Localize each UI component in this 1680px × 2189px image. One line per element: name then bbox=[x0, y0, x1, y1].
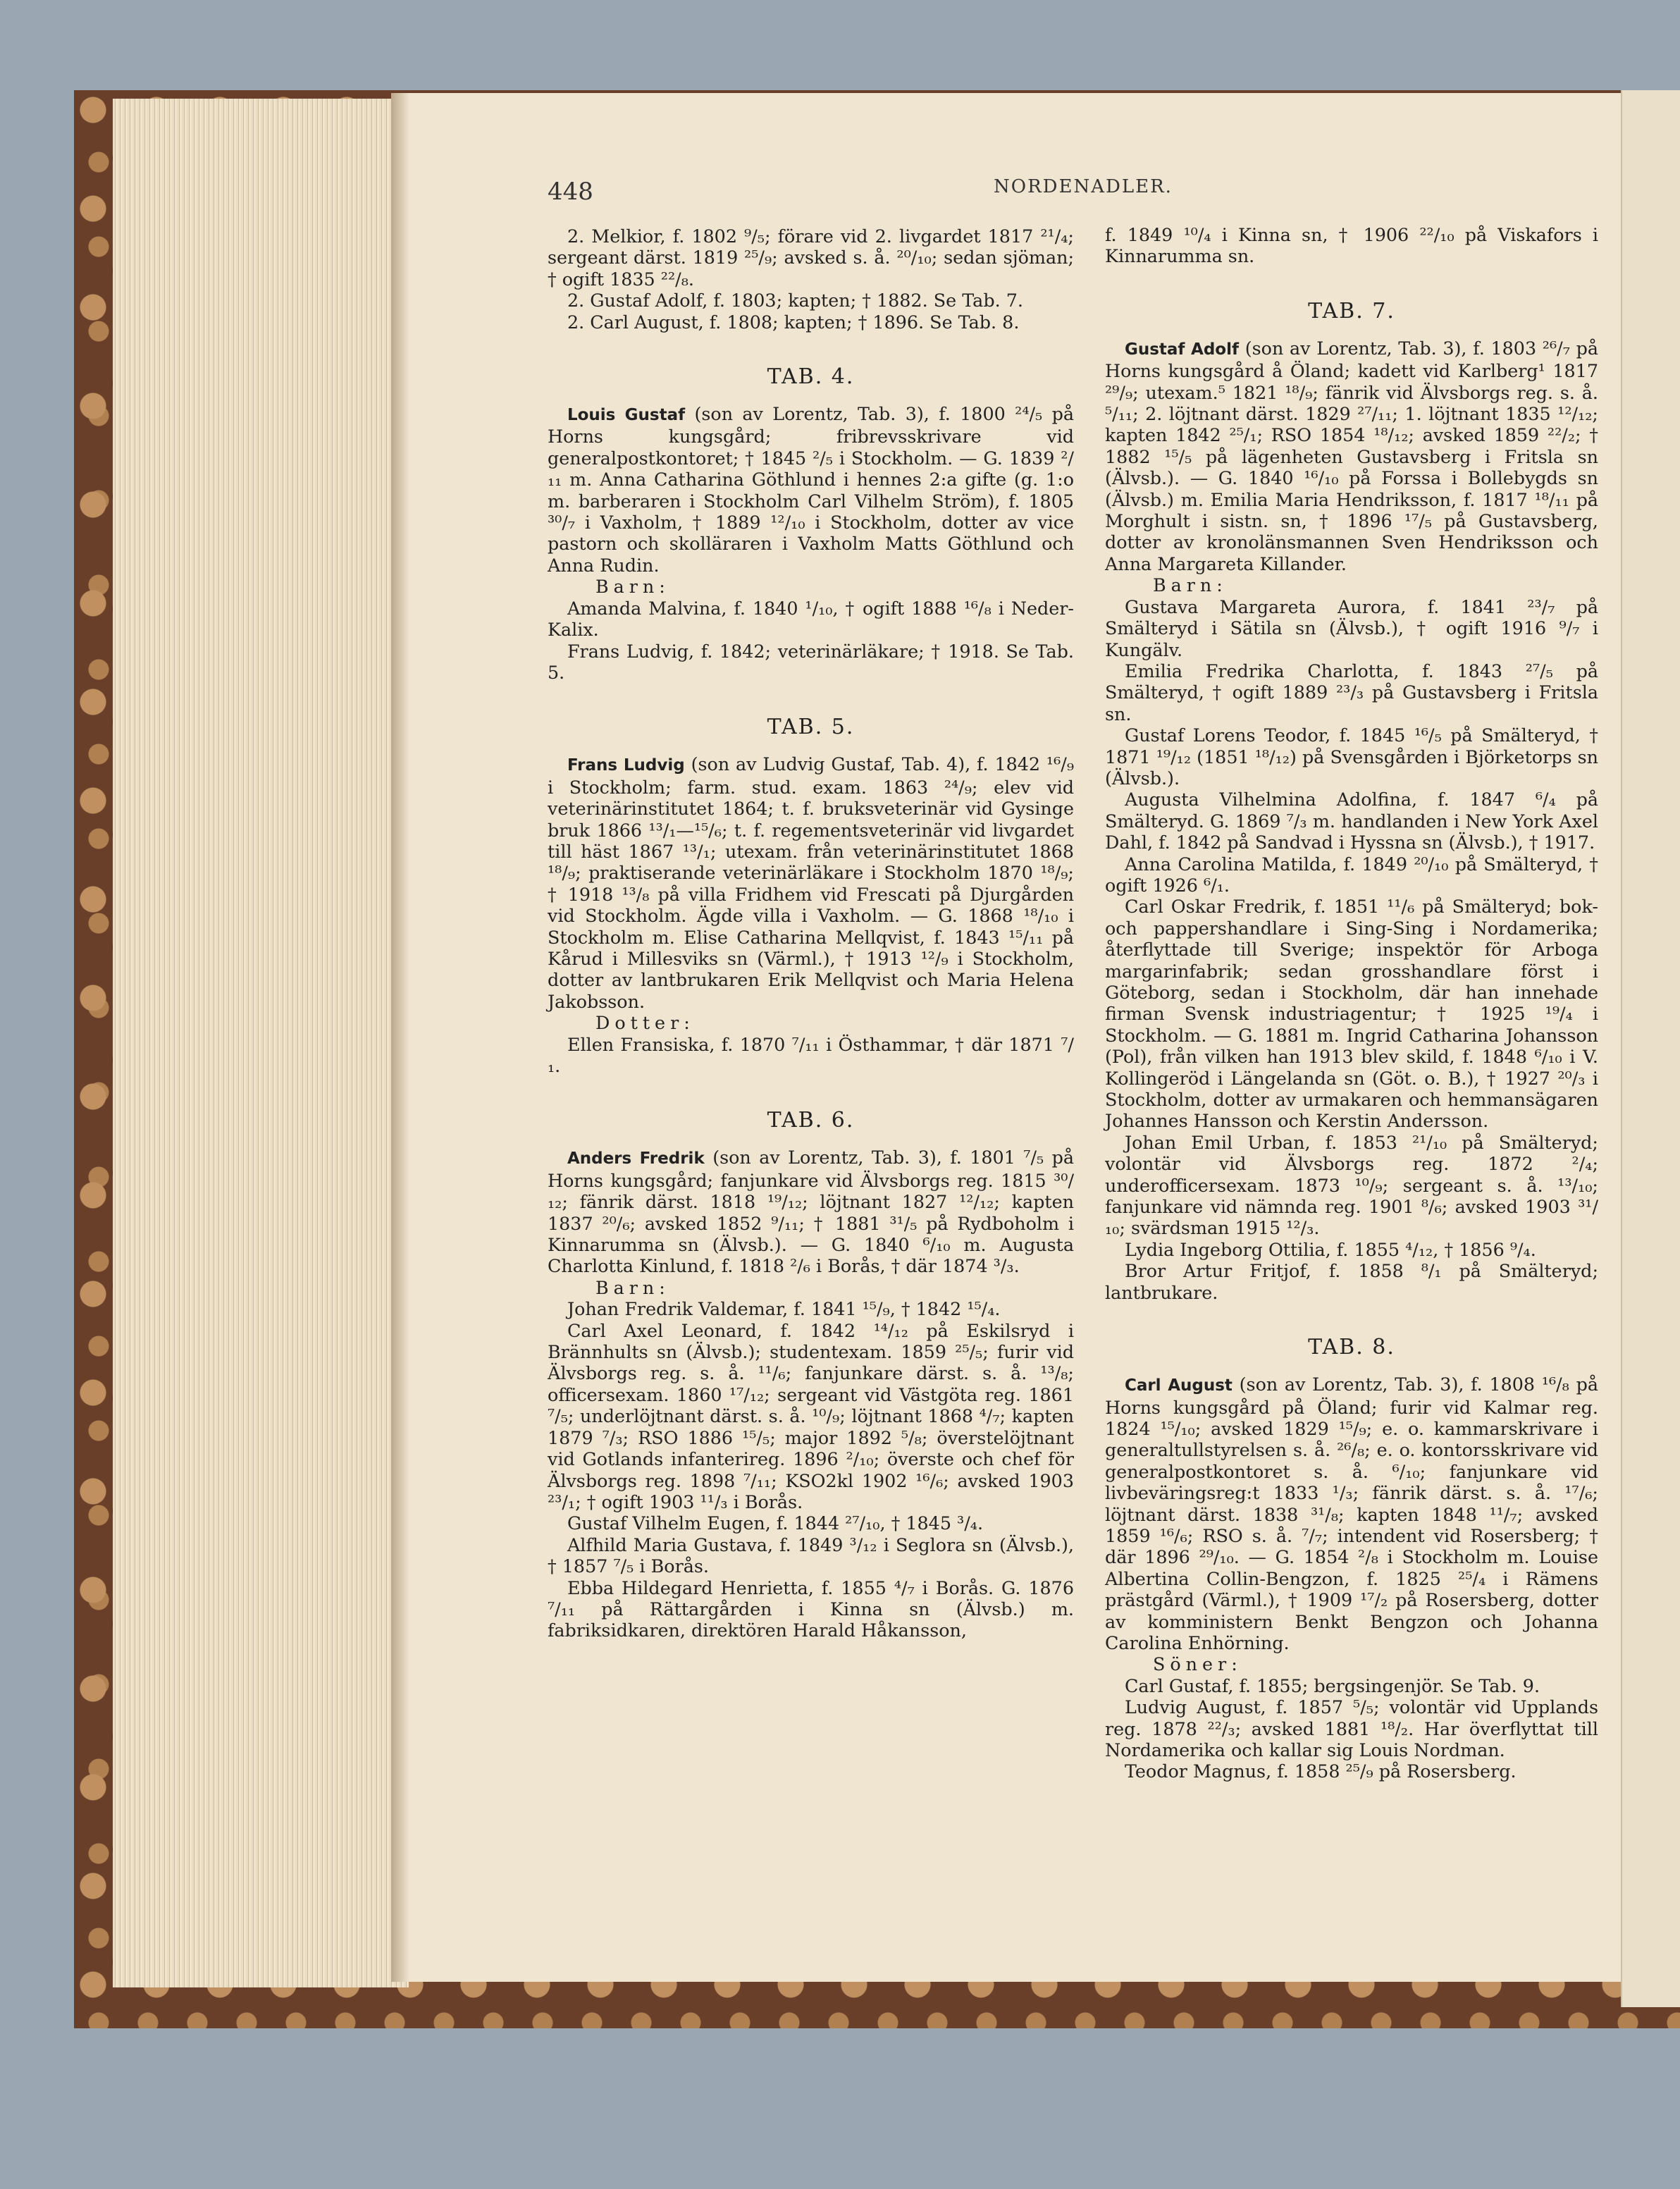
child-item: Johan Fredrik Valdemar, f. 1841 ¹⁵/₉, † 1842 ¹⁵/₄. bbox=[567, 1298, 1001, 1320]
tab-heading: TAB. 7. bbox=[1308, 298, 1395, 323]
child-item: Alfhild Maria Gustava, f. 1849 ³/₁₂ i Seglora sn (Älvsb.), † 1857 ⁷/₅ i Borås. bbox=[548, 1534, 1074, 1577]
child-item: Carl Axel Leonard, f. 1842 ¹⁴/₁₂ på Eskilsryd i Brännhults sn (Älvsb.); studentexam. 1859 ²⁵/₅; furir vid Älvsborgs reg. s. å. ¹¹/₆; fanjunkare därst. s. å. ¹³/₈; officersexam. 1860 ¹⁷/₁₂; sergeant vid Västgöta reg. 1861 ⁷/₅; underlöjtnant därst. s. å. ¹⁰/₉; löjtnant 1868 ⁴/₇; kapten 1879 ⁷/₃; RSO 1886 ¹⁵/₅; major 1892 ⁵/₈; överstelöjtnant vid Gotlands infanterireg. 1896 ²/₁₀; överste och chef för Älvsborgs reg. 1898 ⁷/₁₁; KSO2kl 1902 ¹⁶/₆; avsked 1903 ²³/₁; † ogift 1903 ¹¹/₃ i Borås. bbox=[548, 1319, 1074, 1512]
intro-item: 2. Gustaf Adolf, f. 1803; kapten; † 1882. Se Tab. 7. bbox=[567, 290, 1023, 312]
tab-heading: TAB. 8. bbox=[1308, 1335, 1395, 1360]
child-item: Bror Artur Fritjof, f. 1858 ⁸/₁ på Smälteryd; lantbrukare. bbox=[1105, 1260, 1598, 1303]
entry-text: (son av Ludvig Gustaf, Tab. 4), f. 1842 ¹⁶/₉ i Stockholm; farm. stud. exam. 1863 ²⁴/₉; elev vid veterinärinstitutet 1864; t. f. bruksveterinär vid Gysinge bruk 1866 ¹³/₁—¹⁵/₆; t. f. regementsveterinär vid livgardet till häst 1867 ¹³/₁; utexam. från veterinärinstitutet 1868 ¹⁸/₉; praktiserande veterinärläkare i Stockholm 1870 ¹⁸/₉; † 1918 ¹³/₈ på villa Fridhem vid Frescati på Djurgården vid Stockholm. Ägde villa i Vaxholm. — G. 1868 ¹⁸/₁₀ i Stockholm m. Elise Catharina Mellqvist, f. 1843 ¹⁵/₁₁ på Kårud i Millesviks sn (Värml.), † 1913 ¹²/₉ i Stockholm, dotter av lantbrukaren Erik Mellqvist och Maria Helena Jakobsson. bbox=[548, 753, 1075, 1012]
continued-text: f. 1849 ¹⁰/₄ i Kinna sn, † 1906 ²²/₁₀ på Viskafors i Kinnarumma sn. bbox=[1105, 224, 1598, 267]
child-item: Lydia Ingeborg Ottilia, f. 1855 ⁴/₁₂, † 1856 ⁹/₄. bbox=[1124, 1238, 1536, 1260]
facing-page-edge bbox=[1621, 90, 1680, 2007]
children-label: Söner: bbox=[1153, 1653, 1242, 1675]
child-item: Ludvig August, f. 1857 ⁵/₅; volontär vid Upplands reg. 1878 ²²/₃; avsked 1881 ¹⁸/₂. Har överflyttat till Nordamerika och kallar sig Louis Nordman. bbox=[1105, 1696, 1598, 1761]
child-item: Teodor Magnus, f. 1858 ²⁵/₉ på Rosersberg. bbox=[1124, 1761, 1517, 1782]
tab-heading: TAB. 4. bbox=[767, 364, 855, 390]
child-item: Gustava Margareta Aurora, f. 1841 ²³/₇ på Smälteryd i Sätila sn (Älvsb.), † ogift 1916 ⁹/₇ i Kungälv. bbox=[1105, 596, 1598, 660]
entry-name: Louis Gustaf bbox=[567, 406, 686, 425]
intro-item: 2. Carl August, f. 1808; kapten; † 1896. Se Tab. 8. bbox=[567, 311, 1020, 333]
running-head: NORDENADLER. bbox=[994, 176, 1173, 197]
tab-entry bbox=[1105, 338, 1598, 574]
entry-text: (son av Lorentz, Tab. 3), f. 1808 ¹⁶/₈ på Horns kungsgård på Öland; furir vid Kalmar reg. 1824 ¹⁵/₁₀; avsked 1829 ¹⁵/₉; e. o. kammarskrivare i generaltullstyrelsen s. å. ²⁶/₈; e. o. kontorsskrivare vid generalpostkontoret s. å. ⁶/₁₀; fanjunkare vid livbeväringsreg:t 1833 ¹/₃; fänrik därst. s. å. ¹⁷/₆; löjtnant därst. 1838 ³¹/₈; kapten 1848 ¹¹/₇; avsked 1859 ¹⁶/₆; RSO s. å. ⁷/₇; intendent vid Rosersberg; † där 1896 ²⁹/₁₀. — G. 1854 ²/₈ i Stockholm m. Louise Albertina Collin-Bengzon, f. 1825 ²⁵/₄ i Rämens prästgård (Värml.), † 1909 ¹⁷/₂ på Rosersberg, dotter av komministern Benkt Bengzon och Johanna Carolina Enhörning. bbox=[1105, 1374, 1598, 1653]
child-item: Frans Ludvig, f. 1842; veterinärläkare; † 1918. Se Tab. 5. bbox=[548, 640, 1074, 683]
tab-heading: TAB. 6. bbox=[767, 1108, 855, 1133]
entry-name: Gustaf Adolf bbox=[1124, 340, 1240, 359]
children-label: Barn: bbox=[595, 1276, 670, 1298]
child-item: Ebba Hildegard Henrietta, f. 1855 ⁴/₇ i Borås. G. 1876 ⁷/₁₁ på Rättargården i Kinna sn (Älvsb.) m. fabriksidkaren, direktören Harald Håkansson, bbox=[548, 1577, 1074, 1641]
entry-name: Carl August bbox=[1124, 1376, 1233, 1395]
child-item: Johan Emil Urban, f. 1853 ²¹/₁₀ på Smälteryd; volontär vid Älvsborgs reg. 1872 ²/₄; underofficersexam. 1873 ¹⁰/₉; sergeant s. å. ¹³/₁₀; fanjunkare vid nämnda reg. 1901 ⁸/₆; avsked 1903 ³¹/₁₀; svärdsman 1915 ¹²/₃. bbox=[1105, 1131, 1598, 1239]
page-number: 448 bbox=[548, 178, 593, 206]
child-item: Augusta Vilhelmina Adolfina, f. 1847 ⁶/₄ på Smälteryd. G. 1869 ⁷/₃ m. handlanden i New York Axel Dahl, f. 1842 på Sandvad i Hyssna sn (Älvsb.), † 1917. bbox=[1105, 789, 1598, 853]
left-column bbox=[548, 226, 1074, 1641]
tab-entry bbox=[548, 403, 1074, 576]
child-item: Ellen Fransiska, f. 1870 ⁷/₁₁ i Östhammar, † där 1871 ⁷/₁. bbox=[548, 1033, 1074, 1076]
children-label: Dotter: bbox=[595, 1012, 695, 1034]
child-item: Amanda Malvina, f. 1840 ¹/₁₀, † ogift 1888 ¹⁶/₈ i Neder-Kalix. bbox=[548, 597, 1074, 641]
children-label: Barn: bbox=[1153, 574, 1228, 596]
intro-item: 2. Melkior, f. 1802 ⁹/₅; förare vid 2. livgardet 1817 ²¹/₄; sergeant därst. 1819 ²⁵/₉; avsked s. å. ²⁰/₁₀; sedan sjöman; † ogift 1835 ²²/₈. bbox=[548, 226, 1074, 290]
page-stack-edges bbox=[113, 99, 409, 1987]
right-column bbox=[1105, 224, 1598, 1782]
entry-name: Frans Ludvig bbox=[567, 756, 685, 775]
child-item: Gustaf Lorens Teodor, f. 1845 ¹⁶/₅ på Smälteryd, † 1871 ¹⁹/₁₂ (1851 ¹⁸/₁₂) på Svensgården i Björketorps sn (Älvsb.). bbox=[1105, 724, 1598, 789]
tab-heading: TAB. 5. bbox=[767, 715, 855, 740]
tab-entry bbox=[548, 753, 1074, 1012]
child-item: Carl Gustaf, f. 1855; bergsingenjör. Se Tab. 9. bbox=[1124, 1675, 1540, 1696]
page-gutter bbox=[391, 93, 409, 1982]
child-item: Anna Carolina Matilda, f. 1849 ²⁰/₁₀ på Smälteryd, † ogift 1926 ⁶/₁. bbox=[1105, 853, 1598, 896]
entry-name: Anders Fredrik bbox=[567, 1149, 705, 1169]
entry-text: (son av Lorentz, Tab. 3), f. 1803 ²⁶/₇ på Horns kungsgård å Öland; kadett vid Karlberg¹ 1817 ²⁹/₉; utexam.⁵ 1821 ¹⁸/₉; fänrik vid Älvsborgs reg. s. å. ⁵/₁₁; 2. löjtnant därst. 1829 ²⁷/₁₁; 1. löjtnant 1835 ¹²/₁₂; kapten 1842 ²⁵/₁; RSO 1854 ¹⁸/₁₂; avsked 1859 ²²/₂; † 1882 ¹⁵/₅ på lägenheten Gustavsberg i Fritsla sn (Älvsb.). — G. 1840 ¹⁶/₁₀ på Forssa i Bollebygds sn (Älvsb.) m. Emilia Maria Hendriksson, f. 1817 ¹⁸/₁₁ på Morghult i sistn. sn, † 1896 ¹⁷/₅ på Gustavsberg, dotter av kronolänsmannen Sven Hendriksson och Anna Margareta Killander. bbox=[1105, 337, 1598, 574]
entry-text: (son av Lorentz, Tab. 3), f. 1801 ⁷/₅ på Horns kungsgård; fanjunkare vid Älvsborgs reg. 1815 ³⁰/₁₂; fänrik därst. 1818 ¹⁹/₁₂; löjtnant 1827 ¹²/₁₂; kapten 1837 ²⁰/₆; avsked 1852 ⁹/₁₁; † 1881 ³¹/₅ på Rydboholm i Kinnarumma sn (Älvsb.). — G. 1840 ⁶/₁₀ m. Augusta Charlotta Kinlund, f. 1818 ²/₆ i Borås, † där 1874 ³/₃. bbox=[548, 1147, 1075, 1277]
entry-text: (son av Lorentz, Tab. 3), f. 1800 ²⁴/₅ på Horns kungsgård; fribrevsskrivare vid generalpostkontoret; † 1845 ²/₅ i Stockholm. — G. 1839 ²/₁₁ m. Anna Catharina Göthlund i hennes 2:a gifte (g. 1:o m. barberaren i Stockholm Carl Vilhelm Ström), f. 1805 ³⁰/₇ i Vaxholm, † 1889 ¹²/₁₀ i Stockholm, dotter av vice pastorn och skolläraren i Vaxholm Matts Göthlund och Anna Rudin. bbox=[548, 403, 1074, 576]
children-label: Barn: bbox=[595, 576, 670, 598]
child-item: Gustaf Vilhelm Eugen, f. 1844 ²⁷/₁₀, † 1845 ³/₄. bbox=[567, 1512, 984, 1534]
tab-entry bbox=[548, 1147, 1074, 1276]
child-item: Carl Oskar Fredrik, f. 1851 ¹¹/₆ på Smälteryd; bok- och pappershandlare i Sing-Sing i Nordamerika; återflyttade till Sverige; inspektör för Arboga margarinfabrik; sedan grosshandlare först i Göteborg, sedan i Stockholm, där han innehade firman Svensk industriagentur; † 1925 ¹⁹/₄ i Stockholm. — G. 1881 m. Ingrid Catharina Johansson (Pol), från vilken han 1913 blev skild, f. 1848 ⁶/₁₀ i V. Kollingeröd i Längelanda sn (Göt. o. B.), † 1927 ²⁰/₃ i Stockholm, dotter av urmakaren och hemmansägaren Johannes Hansson och Kerstin Andersson. bbox=[1105, 896, 1598, 1132]
tab-entry bbox=[1105, 1374, 1598, 1653]
child-item: Emilia Fredrika Charlotta, f. 1843 ²⁷/₅ på Smälteryd, † ogift 1889 ²³/₃ på Gustavsberg i Fritsla sn. bbox=[1105, 660, 1598, 724]
